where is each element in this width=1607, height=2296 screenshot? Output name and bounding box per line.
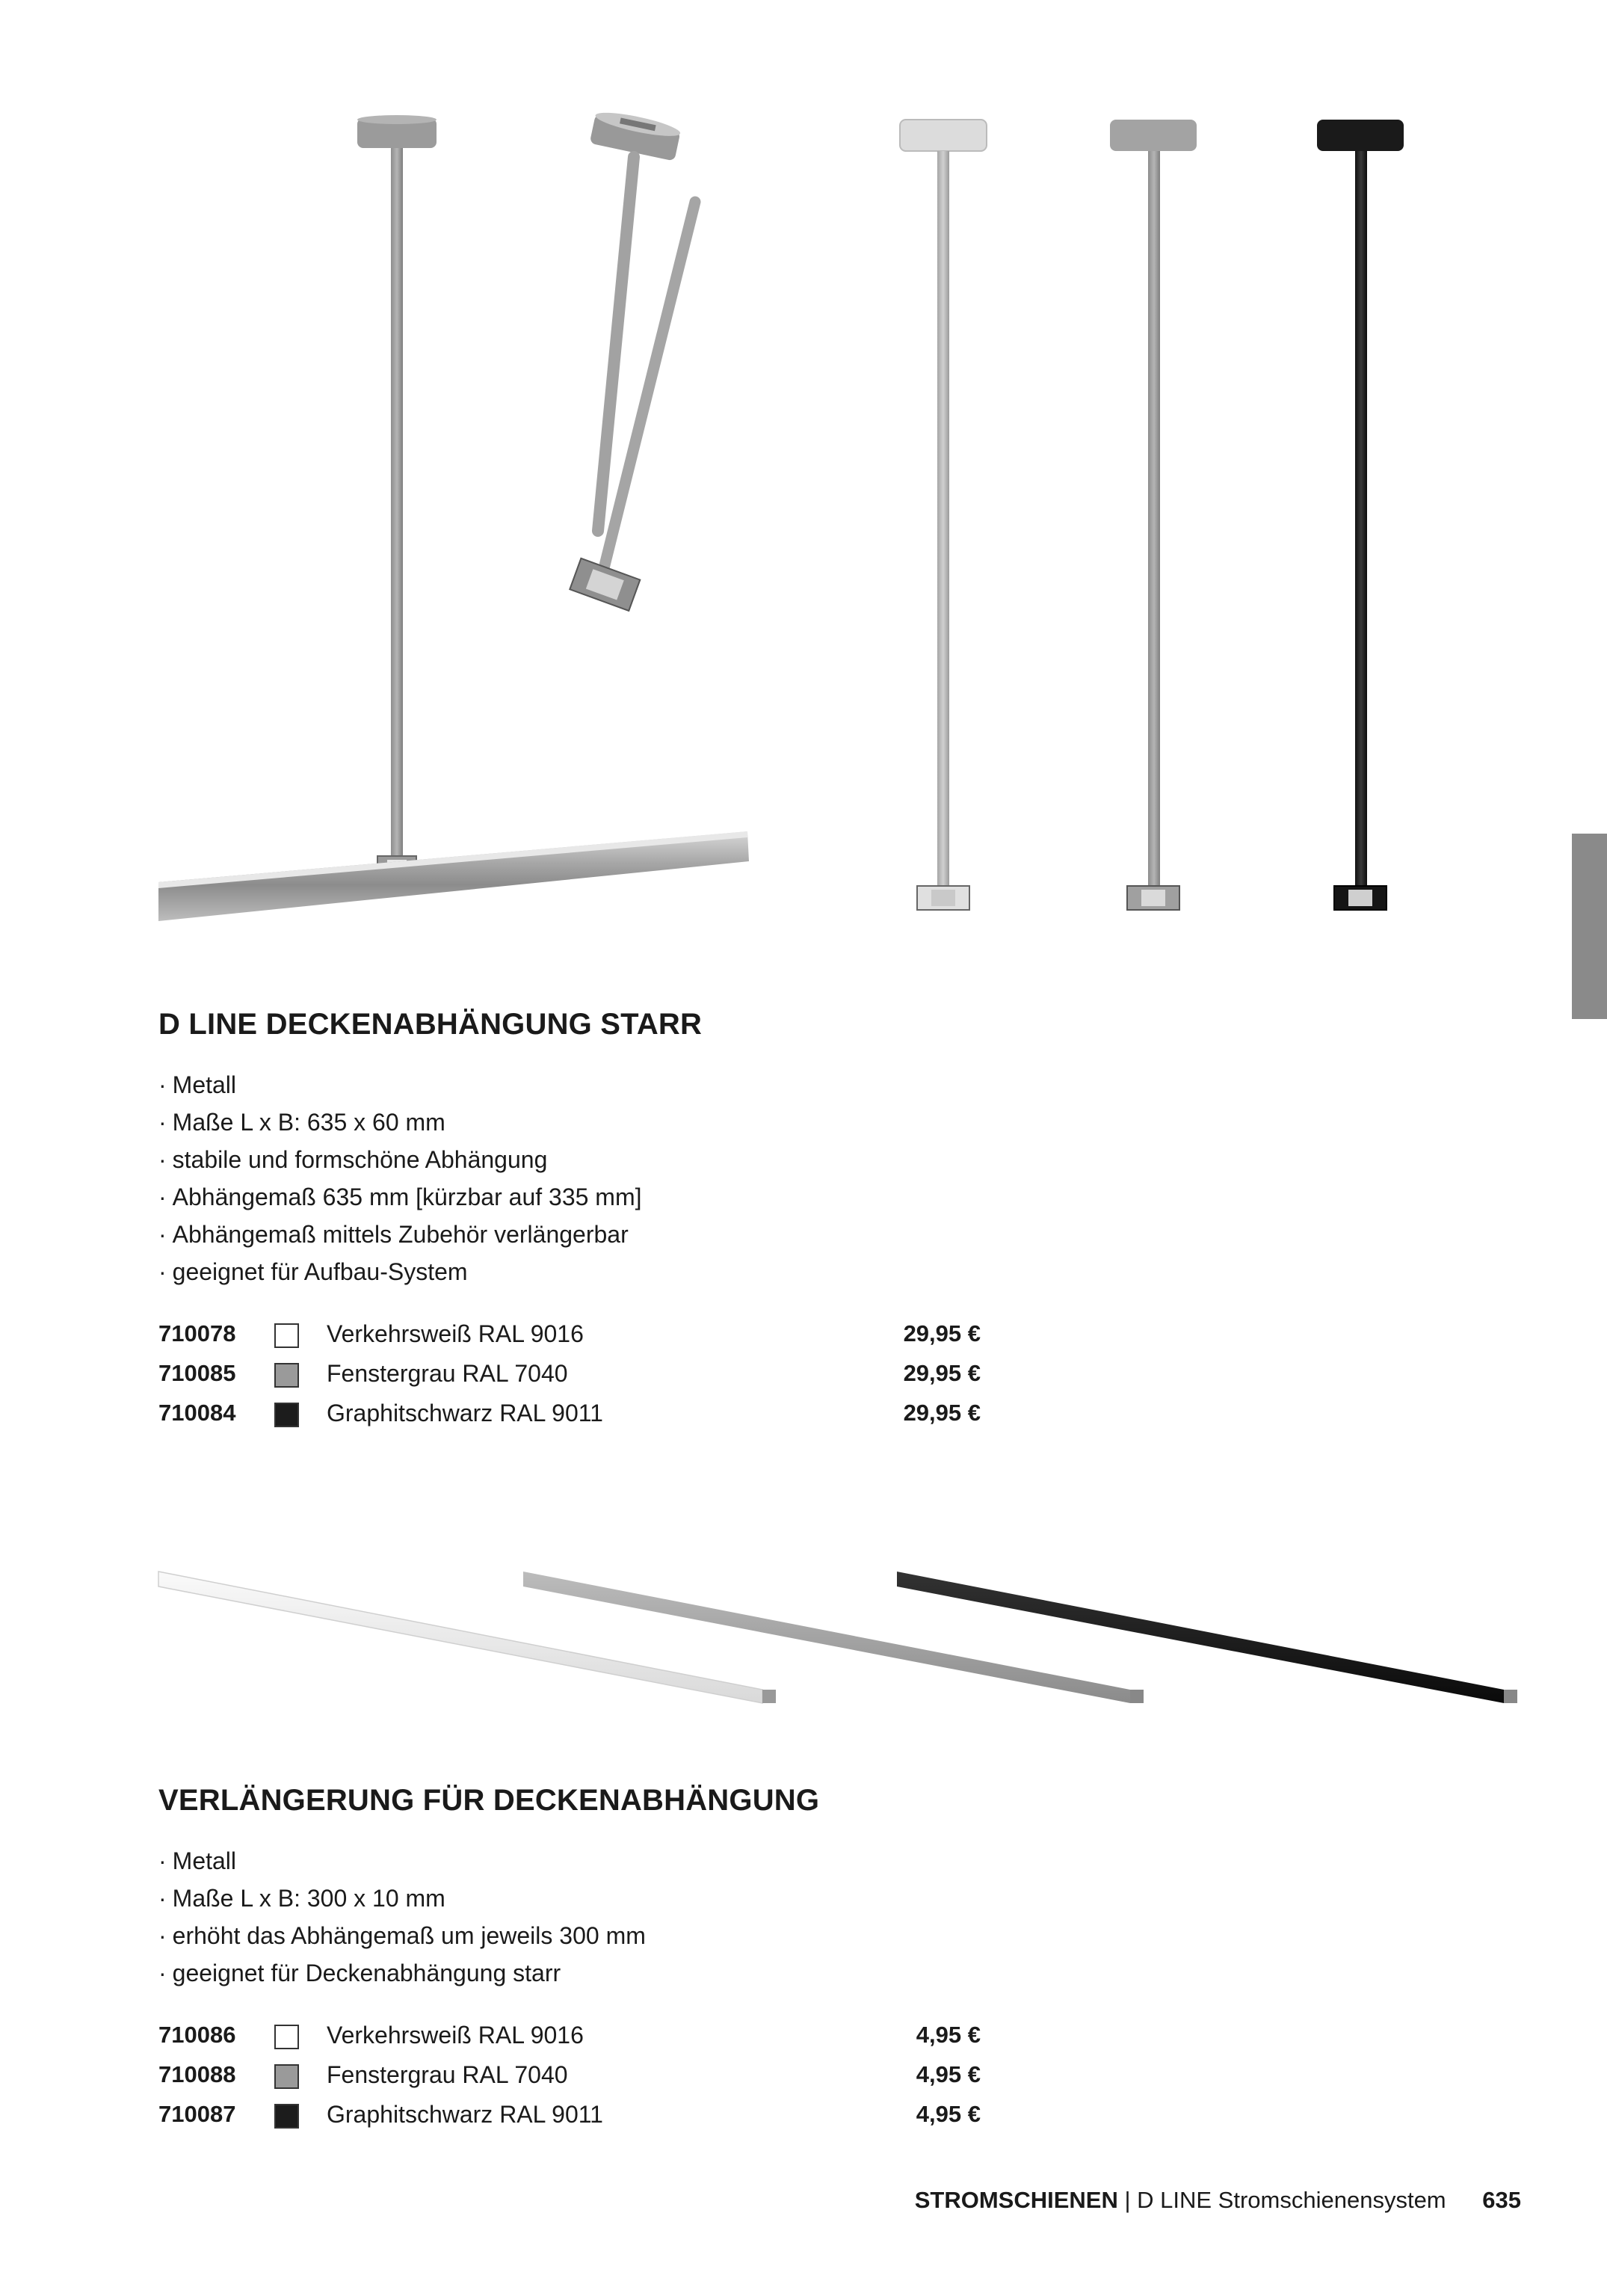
color-name: Graphitschwarz RAL 9011 xyxy=(327,2101,603,2128)
article-number: 710086 xyxy=(158,2022,236,2048)
feature-item: · Maße L x B: 635 x 60 mm xyxy=(158,1104,642,1141)
variant-row xyxy=(158,2057,981,2096)
extension-rod-black xyxy=(897,1572,1517,1703)
price: 4,95 € xyxy=(916,2101,981,2127)
color-swatch xyxy=(274,1323,299,1348)
color-name: Fenstergrau RAL 7040 xyxy=(327,1360,568,1387)
section1-feature-list xyxy=(158,1066,642,1290)
article-number: 710087 xyxy=(158,2101,236,2127)
feature-item: · Metall xyxy=(158,1842,646,1880)
feature-item: · geeignet für Deckenabhängung starr xyxy=(158,1954,646,1992)
extension-rods-illustration xyxy=(149,1555,1532,1727)
article-number: 710084 xyxy=(158,1400,236,1426)
color-swatch xyxy=(274,2064,299,2089)
article-number: 710088 xyxy=(158,2061,236,2087)
section2-variant-table xyxy=(158,2017,981,2136)
price: 29,95 € xyxy=(903,1320,981,1346)
variant-row xyxy=(158,2017,981,2057)
color-swatch xyxy=(274,1363,299,1388)
variant-row xyxy=(158,1395,981,1435)
section2-title: VERLÄNGERUNG FÜR DECKENABHÄNGUNG xyxy=(158,1784,820,1817)
footer-separator: | xyxy=(1124,2187,1131,2213)
price: 4,95 € xyxy=(916,2061,981,2087)
price: 4,95 € xyxy=(916,2022,981,2048)
feature-item: · geeignet für Aufbau-System xyxy=(158,1253,642,1290)
feature-item: · stabile und formschöne Abhängung xyxy=(158,1141,642,1178)
color-name: Verkehrsweiß RAL 9016 xyxy=(327,2022,584,2049)
feature-item: · Abhängemaß 635 mm [kürzbar auf 335 mm] xyxy=(158,1178,642,1216)
section1-title: D LINE DECKENABHÄNGUNG STARR xyxy=(158,1008,703,1041)
suspension-grey xyxy=(1110,120,1197,910)
price: 29,95 € xyxy=(903,1360,981,1386)
chapter-tab xyxy=(1572,834,1607,1019)
color-swatch xyxy=(274,1403,299,1427)
color-name: Graphitschwarz RAL 9011 xyxy=(327,1400,603,1426)
variant-row xyxy=(158,1355,981,1395)
variant-row xyxy=(158,1316,981,1355)
feature-item: · Abhängemaß mittels Zubehör verlängerbar xyxy=(158,1216,642,1253)
suspension-tilted xyxy=(570,108,695,611)
page-footer xyxy=(822,2187,1521,2214)
ceiling-suspension-illustration xyxy=(149,105,1435,942)
color-swatch xyxy=(274,2025,299,2049)
article-number: 710085 xyxy=(158,1360,236,1386)
section2-feature-list xyxy=(158,1842,646,1992)
page-number: 635 xyxy=(1482,2187,1521,2213)
footer-subtitle: D LINE Stromschienensystem xyxy=(1137,2187,1446,2213)
suspension-black xyxy=(1317,120,1404,910)
extension-rod-white xyxy=(158,1572,776,1703)
color-name: Verkehrsweiß RAL 9016 xyxy=(327,1320,584,1347)
color-swatch xyxy=(274,2104,299,2129)
variant-row xyxy=(158,2096,981,2136)
color-name: Fenstergrau RAL 7040 xyxy=(327,2061,568,2088)
suspension-white xyxy=(900,120,987,910)
extension-rod-grey xyxy=(523,1572,1144,1703)
section1-variant-table xyxy=(158,1316,981,1435)
footer-category: STROMSCHIENEN xyxy=(914,2187,1118,2213)
suspension-mounted xyxy=(158,115,749,921)
price: 29,95 € xyxy=(903,1400,981,1426)
feature-item: · erhöht das Abhängemaß um jeweils 300 mm xyxy=(158,1917,646,1954)
feature-item: · Maße L x B: 300 x 10 mm xyxy=(158,1880,646,1917)
article-number: 710078 xyxy=(158,1320,236,1346)
feature-item: · Metall xyxy=(158,1066,642,1104)
